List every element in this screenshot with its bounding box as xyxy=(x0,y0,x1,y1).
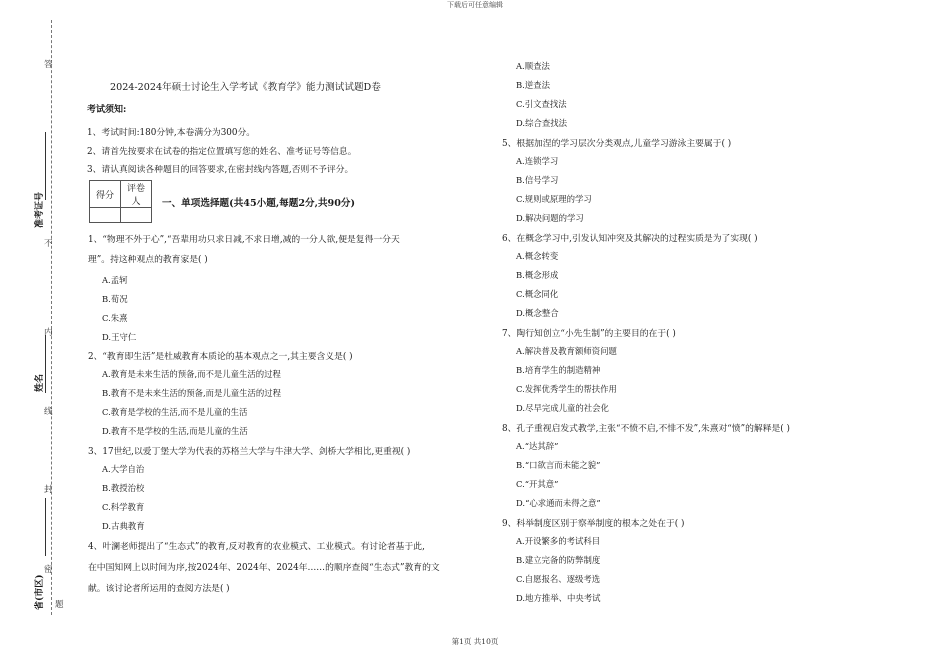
question-line: 4、叶澜老师提出了“生态式”的教育,反对教育的农业模式、工业模式。有讨论者基于此, xyxy=(88,542,425,552)
score-table xyxy=(89,180,152,223)
option: C.规则或原理的学习 xyxy=(516,194,592,204)
margin-mark-xian: 线 xyxy=(44,407,53,417)
option: A.“达其辞” xyxy=(516,441,559,451)
option: B.建立完备的防弊制度 xyxy=(516,555,601,565)
option: C.引文查找法 xyxy=(516,99,567,109)
margin-mark-nei: 内 xyxy=(44,328,53,338)
notice-heading: 考试须知: xyxy=(87,105,127,115)
option: A.连锁学习 xyxy=(516,156,559,166)
option: C.概念同化 xyxy=(516,289,559,299)
grader-label: 评卷人 xyxy=(121,181,152,208)
option: A.开设繁多的考试科目 xyxy=(516,536,601,546)
option: D.王守仁 xyxy=(102,332,137,342)
option: B.教育不是未来生活的预备,而是儿童生活的过程 xyxy=(102,388,281,398)
notice-item: 1、考试时间:180分钟,本卷满分为300分。 xyxy=(87,128,256,138)
option: C.科学教育 xyxy=(102,502,145,512)
score-label: 得分 xyxy=(90,181,121,208)
option: D.教育不是学校的生活,而是儿童的生活 xyxy=(102,426,248,436)
region-line[interactable] xyxy=(45,498,46,556)
option: D.解决问题的学习 xyxy=(516,213,584,223)
option: D.综合查找法 xyxy=(516,118,567,128)
option: D.概念整合 xyxy=(516,308,559,318)
notice-item: 2、请首先按要求在试卷的指定位置填写您的姓名、准考证号等信息。 xyxy=(87,147,357,157)
option: B.荀况 xyxy=(102,294,128,304)
question-line: 3、17世纪,以爱丁堡大学为代表的苏格兰大学与牛津大学、剑桥大学相比,更重视( ) xyxy=(88,447,411,457)
exam-number-label: 准考证号 xyxy=(35,191,45,228)
option: C.朱熹 xyxy=(102,313,128,323)
margin-mark-bu: 不 xyxy=(44,239,53,249)
option: B.教授治校 xyxy=(102,483,145,493)
notice-item: 3、请认真阅读各种题目的回答要求,在密封线内答题,否则不予评分。 xyxy=(87,165,354,175)
option: D.地方推举、中央考试 xyxy=(516,593,601,603)
question-line: 6、在概念学习中,引发认知冲突及其解决的过程实质是为了实现( ) xyxy=(502,234,758,244)
margin-mark-feng: 封 xyxy=(44,485,53,495)
option: A.教育是未来生活的预备,而不是儿童生活的过程 xyxy=(102,369,281,379)
seal-line xyxy=(51,20,52,615)
option: A.解决普及教育额师资问题 xyxy=(516,346,617,356)
margin-mark-da: 答 xyxy=(44,60,53,70)
option: C.“开其意” xyxy=(516,479,559,489)
question-line: 献。该讨论者所运用的查阅方法是( ) xyxy=(88,584,230,594)
question-line: 1、“物理不外于心”,“吾辈用功只求日减,不求日增,减的一分人欲,便是复得一分天 xyxy=(88,235,400,245)
page-title: 2024-2024年硕士讨论生入学考试《教育学》能力测试试题D卷 xyxy=(110,82,381,93)
option: C.发挥优秀学生的帮扶作用 xyxy=(516,384,617,394)
question-line: 5、根据加涅的学习层次分类观点,儿童学习游泳主要属于( ) xyxy=(502,139,732,149)
page-number: 第1页 共10页 xyxy=(451,637,499,646)
option: B.培育学生的制造精神 xyxy=(516,365,601,375)
score-cell[interactable] xyxy=(90,208,121,223)
question-line: 理”。持这种观点的教育家是( ) xyxy=(88,255,208,265)
question-line: 8、孔子重视启发式教学,主张“不愤不启,不悱不发”,朱熹对“愤”的解释是( ) xyxy=(502,424,790,434)
question-line: 7、陶行知创立“小先生制”的主要目的在于( ) xyxy=(502,329,676,339)
option: B.信号学习 xyxy=(516,175,559,185)
name-line[interactable] xyxy=(45,335,46,393)
option: B.“口欲言而未能之貌” xyxy=(516,460,601,470)
option: D.古典教育 xyxy=(102,521,145,531)
question-line: 9、科举制度区别于察举制度的根本之处在于( ) xyxy=(502,519,685,529)
option: D.“心求通而未得之意” xyxy=(516,498,601,508)
exam-number-line[interactable] xyxy=(45,132,46,200)
option: B.概念形成 xyxy=(516,270,559,280)
option: C.自愿报名、逐级考选 xyxy=(516,574,601,584)
region-label: 省(市区) xyxy=(35,574,45,610)
option: B.逆查法 xyxy=(516,80,550,90)
option: A.孟轲 xyxy=(102,275,128,285)
option: A.顺查法 xyxy=(516,61,550,71)
option: A.大学自治 xyxy=(102,464,145,474)
section-title: 一、单项选择题(共45小题,每题2分,共90分) xyxy=(162,198,356,209)
name-label: 姓名 xyxy=(35,373,45,392)
question-line: 在中国知网上以时间为序,按2024年、2024年、2024年……的顺序查阅“生态式”教育的文 xyxy=(88,563,440,573)
grader-cell[interactable] xyxy=(121,208,152,223)
question-line: 2、“教育即生活”是杜威教育本质论的基本观点之一,其主要含义是( ) xyxy=(88,352,353,362)
option: C.教育是学校的生活,而不是儿童的生活 xyxy=(102,407,248,417)
margin-mark-mi: 密 xyxy=(44,565,53,575)
option: A.概念转变 xyxy=(516,251,559,261)
option: D.尽早完成儿童的社会化 xyxy=(516,403,609,413)
margin-mark-ti: 题 xyxy=(55,600,64,610)
download-note: 下载后可任意编辑 xyxy=(447,1,503,9)
